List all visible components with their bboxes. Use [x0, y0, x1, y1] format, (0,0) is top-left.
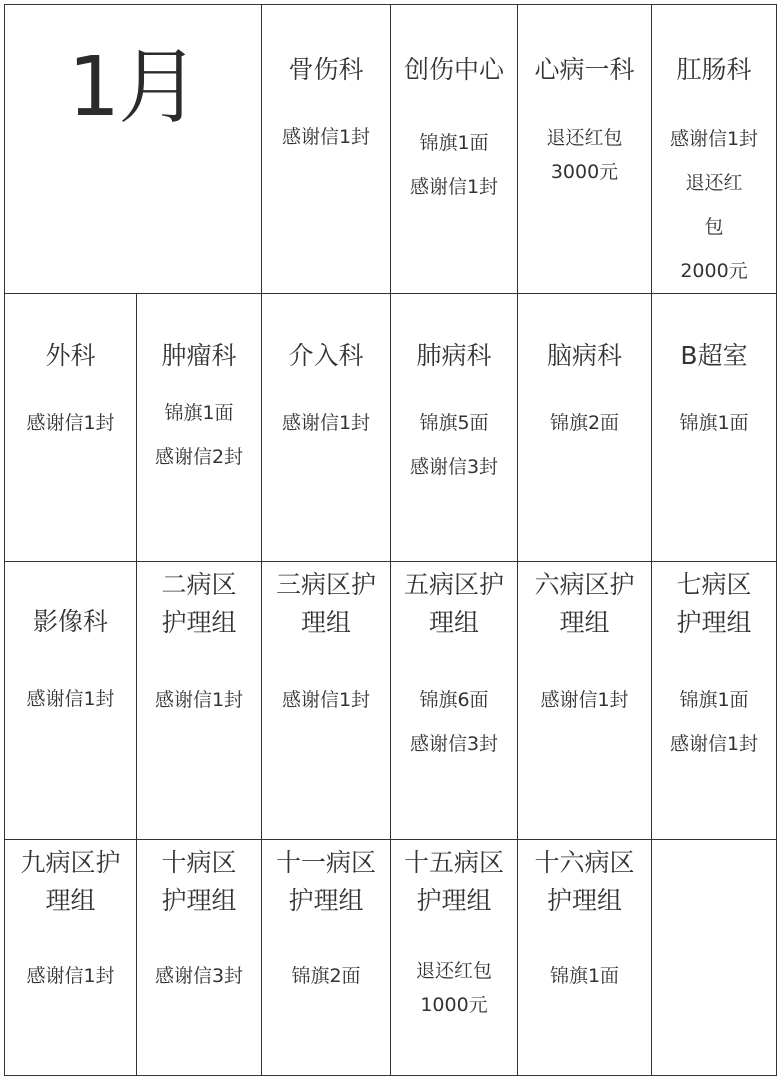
dept-name-line: 三病区护	[275, 570, 376, 599]
dept-name-line: 六病区护	[534, 570, 635, 599]
dept-cell	[5, 294, 137, 562]
dept-name-line: 护理组	[288, 886, 364, 915]
dept-name-line: 护理组	[416, 886, 492, 915]
dept-cell	[5, 562, 137, 840]
dept-cell	[137, 840, 262, 1076]
dept-name-line: B超室	[680, 341, 748, 370]
dept-name-line: 心病一科	[534, 55, 635, 84]
dept-name-line: 外科	[45, 341, 96, 370]
dept-name	[652, 5, 776, 89]
dept-cell	[518, 294, 652, 562]
dept-name	[262, 5, 390, 89]
award-list	[518, 401, 651, 445]
dept-cell	[391, 5, 518, 294]
table-row	[5, 294, 777, 562]
dept-name-line: 脑病科	[546, 341, 622, 370]
dept-cell	[137, 562, 262, 840]
award-item: 感谢信3封	[409, 456, 499, 478]
dept-cell	[262, 840, 391, 1076]
award-item: 退还红包	[415, 960, 492, 982]
award-list	[262, 954, 390, 998]
award-item: 感谢信1封	[154, 689, 244, 711]
dept-name-line: 肺病科	[416, 341, 492, 370]
award-item: 退还红	[685, 172, 743, 194]
dept-name	[137, 840, 261, 920]
award-list	[518, 954, 651, 998]
award-list	[652, 678, 776, 766]
award-item: 锦旗2面	[549, 412, 620, 434]
dept-cell	[262, 294, 391, 562]
award-item: 感谢信3封	[154, 965, 244, 987]
dept-name-line: 理组	[45, 886, 96, 915]
honor-table	[4, 4, 777, 1076]
award-list	[262, 401, 390, 445]
month-title: 1月	[67, 40, 199, 135]
dept-cell	[262, 562, 391, 840]
award-list	[391, 121, 517, 209]
dept-cell	[518, 840, 652, 1076]
dept-name-line: 十五病区	[403, 848, 504, 877]
award-list	[137, 678, 261, 722]
dept-name	[262, 294, 390, 375]
award-item: 锦旗6面	[419, 689, 489, 711]
dept-name	[652, 562, 776, 642]
dept-cell	[518, 562, 652, 840]
dept-name	[518, 562, 651, 642]
dept-name	[652, 294, 776, 375]
dept-name	[262, 840, 390, 920]
award-item: 感谢信1封	[26, 688, 115, 710]
award-list	[391, 678, 517, 766]
award-item: 感谢信1封	[669, 733, 759, 755]
award-item: 感谢信1封	[669, 128, 759, 150]
dept-name-line: 十病区	[161, 848, 237, 877]
dept-name	[137, 294, 261, 375]
dept-cell	[652, 562, 777, 840]
award-list	[391, 401, 517, 489]
dept-cell	[262, 5, 391, 294]
empty-cell	[652, 840, 777, 1076]
award-item: 感谢信1封	[281, 689, 371, 711]
dept-name-line: 理组	[559, 608, 610, 637]
dept-name-line: 护理组	[546, 886, 622, 915]
award-list	[5, 954, 136, 998]
dept-cell	[391, 840, 518, 1076]
award-list	[652, 401, 776, 445]
dept-name-line: 五病区护	[403, 570, 504, 599]
award-item: 感谢信1封	[409, 176, 499, 198]
award-list	[518, 678, 651, 722]
award-item: 锦旗1面	[679, 412, 749, 434]
month-cell	[5, 5, 262, 294]
award-list	[137, 391, 261, 479]
dept-cell	[652, 294, 777, 562]
award-list	[5, 677, 136, 721]
dept-name	[137, 562, 261, 642]
dept-name-line: 肿瘤科	[161, 341, 237, 370]
dept-cell	[391, 562, 518, 840]
dept-name-line: 七病区	[676, 570, 752, 599]
dept-name-line: 理组	[428, 608, 479, 637]
dept-name-line: 骨伤科	[288, 55, 364, 84]
award-list	[518, 121, 651, 189]
award-item: 2000元	[680, 260, 748, 282]
award-item: 锦旗5面	[419, 412, 489, 434]
dept-name	[391, 840, 517, 920]
dept-name-line: 护理组	[161, 886, 237, 915]
dept-name-line: 十六病区	[534, 848, 635, 877]
dept-name	[518, 5, 651, 89]
dept-cell	[5, 840, 137, 1076]
dept-name-line: 九病区护	[20, 848, 121, 877]
table-row	[5, 840, 777, 1076]
award-item: 感谢信2封	[154, 446, 244, 468]
award-item: 包	[704, 216, 724, 238]
dept-name	[518, 294, 651, 375]
award-item: 退还红包	[546, 127, 623, 149]
dept-name	[391, 294, 517, 375]
dept-name-line: 护理组	[161, 608, 237, 637]
dept-cell	[391, 294, 518, 562]
award-list	[262, 678, 390, 722]
award-item: 感谢信3封	[409, 733, 499, 755]
award-item: 锦旗2面	[291, 965, 361, 987]
award-list	[262, 115, 390, 159]
award-item: 感谢信1封	[26, 412, 115, 434]
table-row	[5, 5, 777, 294]
dept-name-line: 影像科	[32, 607, 108, 636]
dept-name-line: 创伤中心	[403, 55, 504, 84]
award-item: 感谢信1封	[281, 126, 371, 148]
award-item: 锦旗1面	[549, 965, 620, 987]
table-row	[5, 562, 777, 840]
dept-name	[262, 562, 390, 642]
dept-name	[518, 840, 651, 920]
dept-cell	[518, 5, 652, 294]
dept-cell	[137, 294, 262, 562]
dept-name	[5, 840, 136, 920]
award-item: 感谢信1封	[281, 412, 371, 434]
award-item: 感谢信1封	[540, 689, 629, 711]
dept-name-line: 二病区	[161, 570, 237, 599]
award-list	[137, 954, 261, 998]
dept-cell	[652, 5, 777, 294]
award-list	[5, 401, 136, 445]
dept-name	[391, 5, 517, 89]
award-item: 3000元	[550, 161, 619, 183]
dept-name	[391, 562, 517, 642]
dept-name-line: 护理组	[676, 608, 752, 637]
award-list	[652, 117, 776, 293]
award-item: 锦旗1面	[679, 689, 749, 711]
dept-name	[5, 294, 136, 375]
award-item: 锦旗1面	[419, 132, 489, 154]
dept-name-line: 介入科	[288, 341, 364, 370]
award-item: 1000元	[420, 994, 488, 1016]
award-list	[391, 954, 517, 1022]
dept-name-line: 肛肠科	[676, 55, 752, 84]
dept-name-line: 理组	[300, 608, 351, 637]
award-item: 锦旗1面	[164, 402, 234, 424]
dept-name-line: 十一病区	[275, 848, 376, 877]
award-item: 感谢信1封	[26, 965, 115, 987]
dept-name	[5, 562, 136, 641]
